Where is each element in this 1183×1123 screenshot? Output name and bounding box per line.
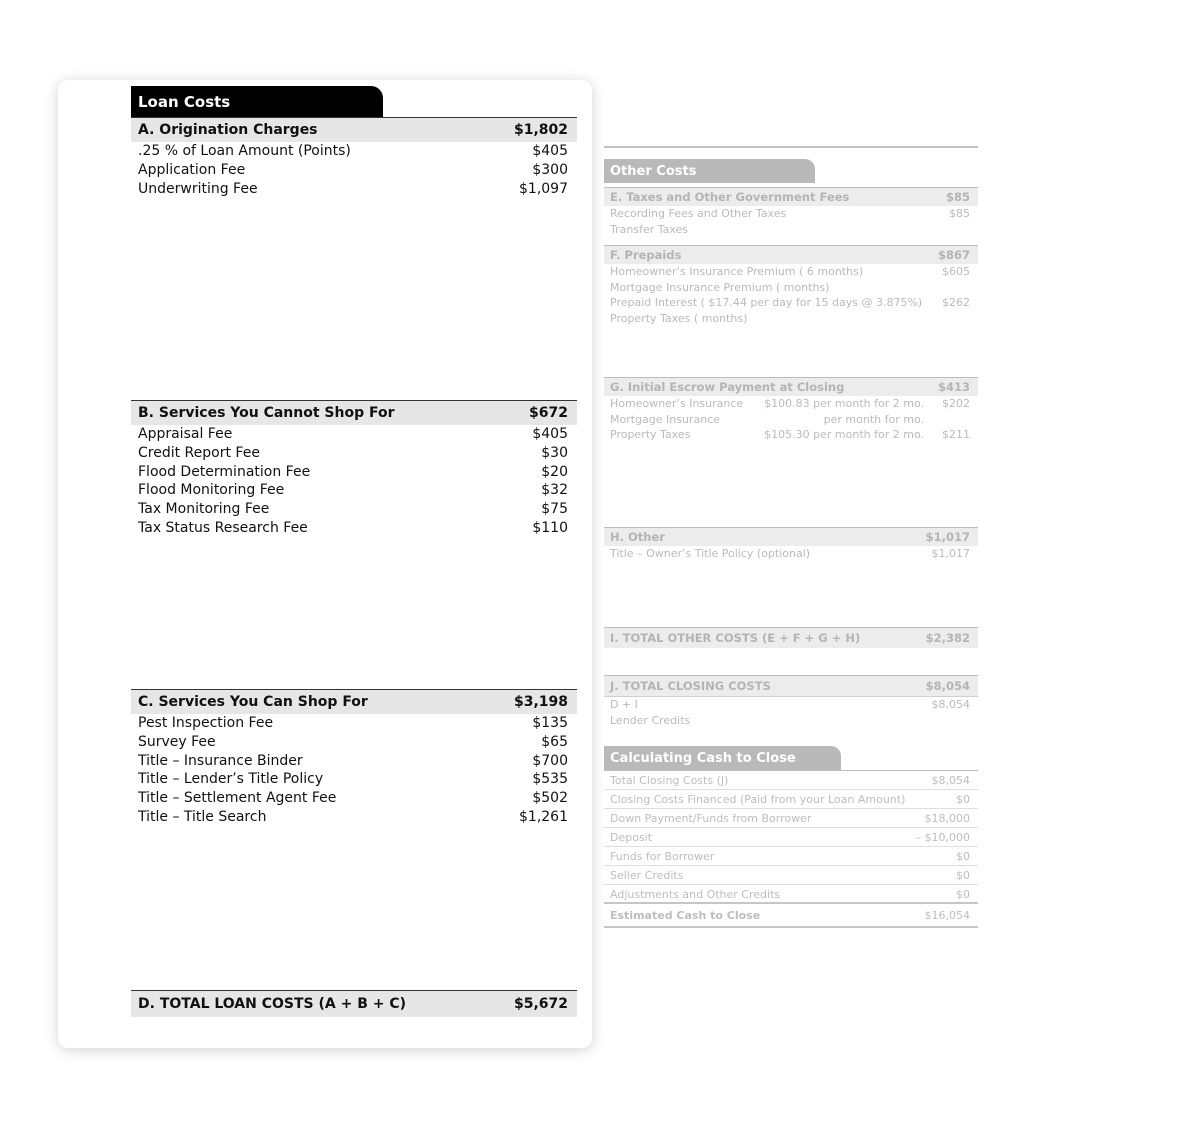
- list-item: [604, 295, 978, 311]
- section-d-label: D. TOTAL LOAN COSTS (A + B + C): [138, 996, 407, 1012]
- row-label: Seller Credits: [610, 869, 684, 882]
- section-b-total: $672: [529, 405, 568, 421]
- section-a-total: $1,802: [513, 122, 568, 138]
- section-i-header: [604, 627, 978, 648]
- list-item: [131, 770, 577, 789]
- list-item: [131, 444, 577, 463]
- item-amount: $202: [942, 397, 970, 410]
- cash-to-close-title: Calculating Cash to Close: [604, 746, 841, 770]
- cash-to-close-table: [604, 770, 978, 928]
- item-name: Transfer Taxes: [610, 222, 689, 236]
- other-costs-top-rule: [604, 146, 978, 148]
- section-c-total: $3,198: [513, 694, 568, 710]
- section-e: [604, 187, 978, 237]
- item-name: Flood Monitoring Fee: [138, 482, 285, 499]
- item-rate: $105.30 per month for 2 mo.: [764, 428, 924, 442]
- item-amount: $8,054: [931, 698, 970, 711]
- item-amount: $1,261: [519, 808, 568, 825]
- item-name: Title – Settlement Agent Fee: [138, 790, 337, 807]
- section-b-label: B. Services You Cannot Shop For: [138, 405, 395, 421]
- row-label: Deposit: [610, 831, 653, 844]
- section-a-label: A. Origination Charges: [138, 122, 318, 138]
- item-amount: $262: [942, 296, 970, 310]
- section-g-header: [604, 377, 978, 396]
- list-item: [604, 412, 978, 428]
- item-amount: $605: [942, 265, 970, 278]
- row-amount: $0: [956, 793, 970, 806]
- section-a-header: [131, 117, 577, 142]
- list-item: [604, 222, 978, 238]
- item-name: Title – Owner’s Title Policy (optional): [610, 547, 811, 560]
- section-b: [131, 400, 577, 538]
- section-h-total: $1,017: [925, 530, 970, 544]
- item-name: Flood Determination Fee: [138, 463, 311, 480]
- item-amount: $135: [532, 715, 568, 731]
- table-row: [604, 828, 978, 847]
- item-name: Recording Fees and Other Taxes: [610, 207, 787, 220]
- item-amount: $405: [532, 143, 568, 159]
- table-row: [604, 809, 978, 828]
- section-i-label: I. TOTAL OTHER COSTS (E + F + G + H): [610, 631, 861, 645]
- section-f: [604, 245, 978, 326]
- list-item: [131, 789, 577, 808]
- section-f-header: [604, 245, 978, 264]
- section-g-label: G. Initial Escrow Payment at Closing: [610, 380, 845, 394]
- item-name: Survey Fee: [138, 733, 216, 750]
- list-item: [131, 733, 577, 752]
- item-amount: $300: [532, 161, 568, 178]
- section-j-total: $8,054: [925, 679, 970, 693]
- item-name: Homeowner’s Insurance Premium ( 6 months): [610, 265, 864, 278]
- section-h-header: [604, 527, 978, 546]
- section-c-label: C. Services You Can Shop For: [138, 694, 368, 710]
- section-e-total: $85: [945, 190, 970, 204]
- item-name: Credit Report Fee: [138, 444, 260, 461]
- list-item: [604, 206, 978, 222]
- item-name: Property Taxes: [610, 428, 691, 442]
- item-amount: $32: [541, 482, 568, 499]
- section-g-total: $413: [937, 380, 970, 394]
- section-h-label: H. Other: [610, 530, 665, 544]
- item-name: Underwriting Fee: [138, 180, 258, 197]
- section-d-total-row: [131, 990, 577, 1017]
- row-amount: $0: [956, 850, 970, 863]
- item-name: .25 % of Loan Amount (Points): [138, 143, 351, 159]
- list-item: [131, 142, 577, 161]
- section-c-header: [131, 689, 577, 714]
- list-item: [604, 396, 978, 412]
- item-amount: $535: [532, 771, 568, 788]
- row-amount: $0: [956, 888, 970, 901]
- item-name: Application Fee: [138, 161, 246, 178]
- list-item: [131, 463, 577, 482]
- item-name: Prepaid Interest ( $17.44 per day for 15 days @ 3.875%): [610, 296, 923, 310]
- item-name: Title – Lender’s Title Policy: [138, 771, 324, 788]
- item-amount: $20: [541, 463, 568, 480]
- list-item: [131, 808, 577, 827]
- section-b-header: [131, 400, 577, 425]
- item-name: Appraisal Fee: [138, 426, 233, 442]
- row-amount: – $10,000: [915, 831, 970, 844]
- section-i-total: $2,382: [925, 631, 970, 645]
- item-amount: $1,097: [519, 180, 568, 197]
- table-row: [604, 866, 978, 885]
- table-row: [604, 885, 978, 904]
- row-amount: $0: [956, 869, 970, 882]
- item-rate: $100.83 per month for 2 mo.: [764, 397, 924, 410]
- item-amount: $405: [532, 426, 568, 442]
- row-label: Down Payment/Funds from Borrower: [610, 812, 812, 825]
- section-a: [131, 117, 577, 198]
- section-i: [604, 627, 978, 648]
- list-item: [131, 161, 577, 180]
- row-amount: $16,054: [924, 909, 970, 922]
- item-name: Lender Credits: [610, 713, 691, 727]
- item-name: Tax Status Research Fee: [138, 519, 308, 536]
- item-amount: $1,017: [931, 547, 970, 560]
- list-item: [131, 180, 577, 199]
- section-j: [604, 675, 978, 728]
- row-amount: $18,000: [924, 812, 970, 825]
- item-name: Mortgage Insurance Premium ( months): [610, 280, 830, 294]
- row-label: Closing Costs Financed (Paid from your Loan Amount): [610, 793, 906, 806]
- item-amount: $65: [541, 733, 568, 750]
- item-name: D + I: [610, 698, 638, 711]
- item-name: Title – Insurance Binder: [138, 752, 303, 769]
- section-f-label: F. Prepaids: [610, 248, 682, 262]
- item-amount: $75: [541, 501, 568, 518]
- table-row: [604, 790, 978, 809]
- item-name: Title – Title Search: [138, 808, 267, 825]
- list-item: [604, 546, 978, 562]
- item-name: Mortgage Insurance: [610, 412, 720, 426]
- other-costs-title: Other Costs: [604, 159, 815, 183]
- section-h: [604, 527, 978, 562]
- section-e-label: E. Taxes and Other Government Fees: [610, 190, 850, 204]
- item-name: Property Taxes ( months): [610, 311, 748, 325]
- section-j-header: [604, 675, 978, 697]
- list-item: [131, 481, 577, 500]
- item-amount: $502: [532, 790, 568, 807]
- item-amount: $211: [942, 428, 970, 442]
- list-item: [131, 714, 577, 733]
- list-item: [131, 519, 577, 538]
- row-label: Estimated Cash to Close: [610, 909, 761, 922]
- row-label: Total Closing Costs (J): [610, 774, 729, 787]
- section-c: [131, 689, 577, 827]
- item-rate: per month for mo.: [823, 412, 924, 426]
- estimated-cash-row: [604, 904, 978, 928]
- item-name: Pest Inspection Fee: [138, 715, 274, 731]
- item-amount: $85: [949, 207, 970, 220]
- item-amount: $110: [532, 519, 568, 536]
- list-item: [131, 500, 577, 519]
- item-name: Homeowner’s Insurance: [610, 397, 744, 410]
- list-item: [604, 713, 978, 729]
- section-f-total: $867: [937, 248, 970, 262]
- loan-costs-title: Loan Costs: [131, 86, 383, 117]
- list-item: [604, 264, 978, 280]
- list-item: [604, 280, 978, 296]
- list-item: [131, 752, 577, 771]
- item-amount: $700: [532, 752, 568, 769]
- item-name: Tax Monitoring Fee: [138, 501, 270, 518]
- table-row: [604, 847, 978, 866]
- section-e-header: [604, 187, 978, 206]
- item-amount: $30: [541, 444, 568, 461]
- table-row: [604, 771, 978, 790]
- list-item: [604, 697, 978, 713]
- loan-costs-card: [58, 80, 592, 1048]
- list-item: [131, 425, 577, 444]
- list-item: [604, 427, 978, 443]
- section-d-total: $5,672: [513, 996, 568, 1012]
- row-label: Adjustments and Other Credits: [610, 888, 781, 901]
- list-item: [604, 311, 978, 327]
- row-label: Funds for Borrower: [610, 850, 715, 863]
- section-g: [604, 377, 978, 443]
- row-amount: $8,054: [931, 774, 970, 787]
- section-j-label: J. TOTAL CLOSING COSTS: [610, 679, 771, 693]
